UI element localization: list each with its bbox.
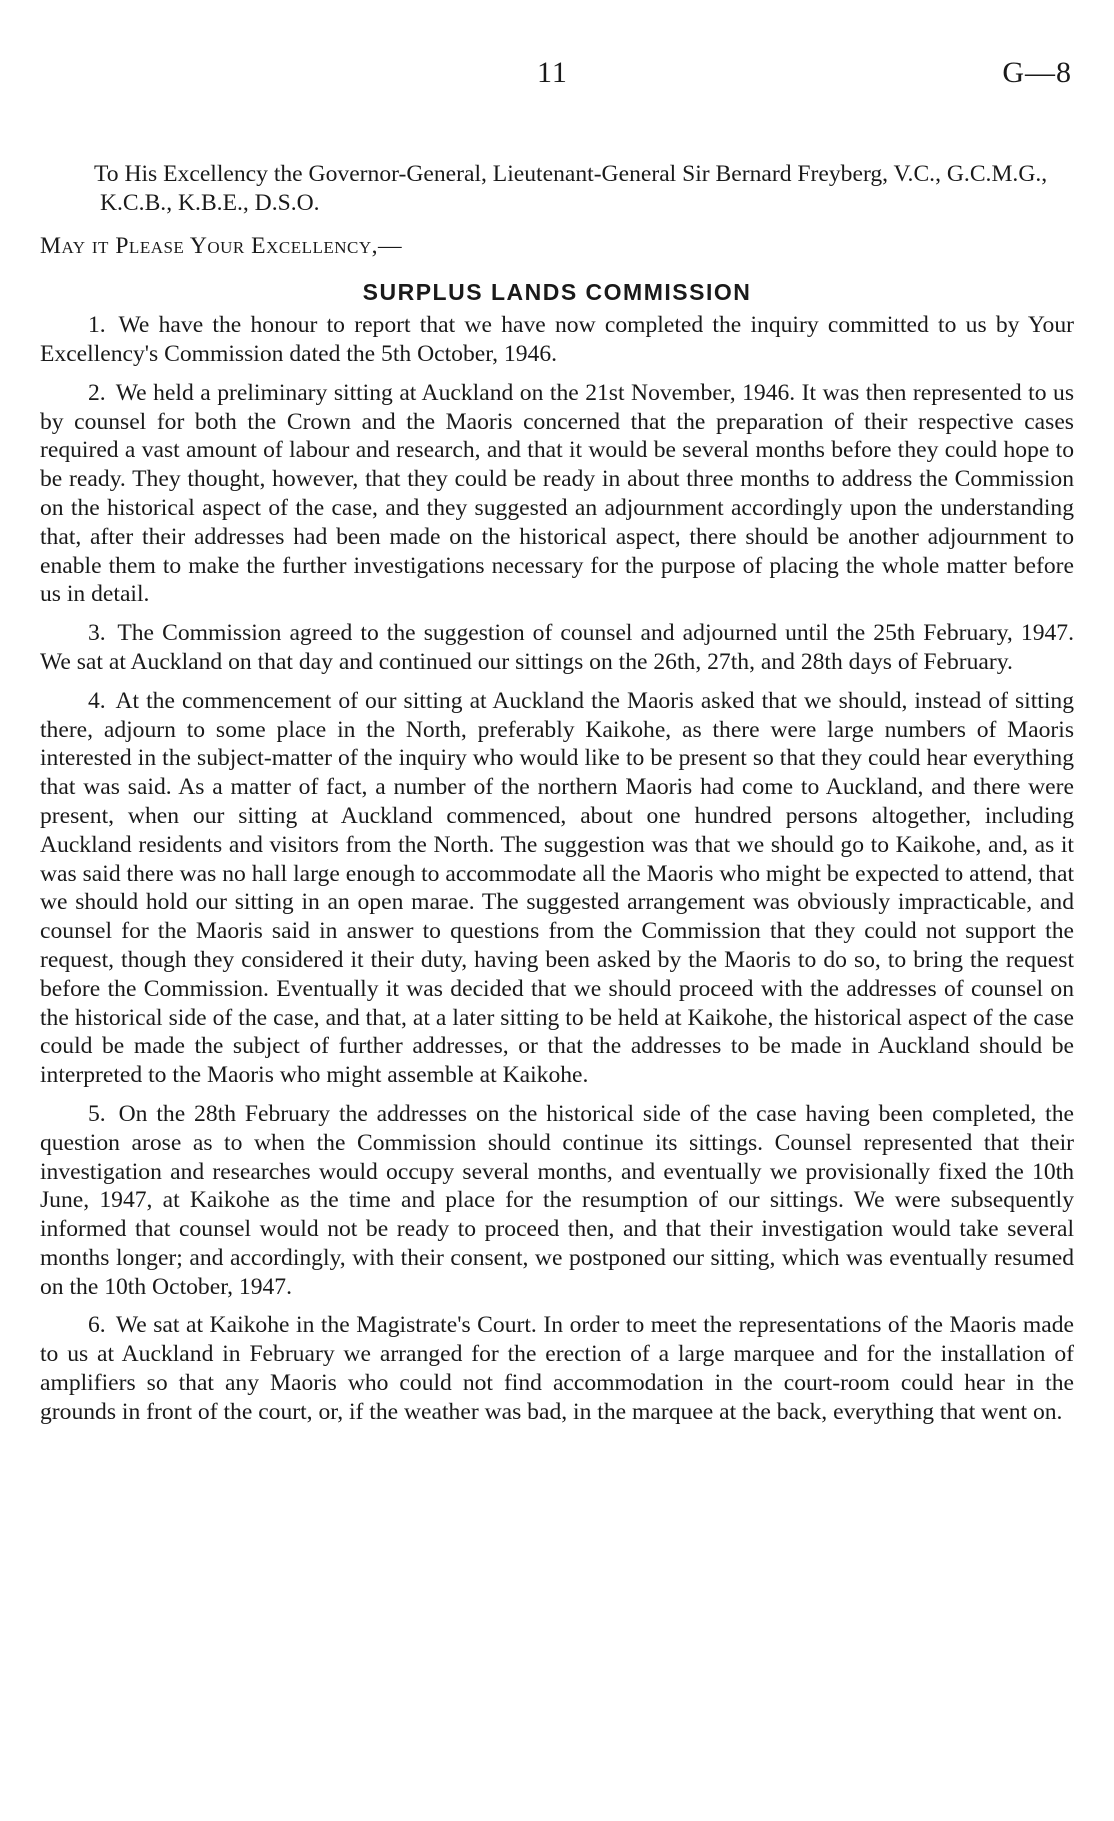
paragraph-number: 4.	[88, 687, 106, 714]
address-line: To His Excellency the Governor-General, Lieutenant-General Sir Bernard Freyberg, V.C., G.C.M.G., K.C.B., K.B.E., D.S.O.	[94, 161, 1048, 216]
document-body	[40, 160, 1074, 1437]
paragraph-number: 6.	[88, 1312, 106, 1339]
paragraph-6	[40, 1311, 1074, 1426]
paragraph-1	[40, 311, 1074, 369]
paragraph-text: On the 28th February the addresses on the historical side of the case having been completed, the question arose as to when the Commission should continue its sittings. Counsel represented that their investigation and researches would occupy several months, and eventually we provisionally fixed the 10th June, 1947, at Kaikohe as the time and place for the resumption of our sittings. We were subsequently informed that counsel would not be ready to proceed then, and that their investigation would take several months longer; and accordingly, with their consent, we postponed our sitting, which was eventually resumed on the 10th October, 1947.	[40, 1100, 1074, 1300]
paragraph-2	[40, 379, 1074, 609]
paragraph-number: 3.	[88, 620, 106, 647]
paragraph-text: We sat at Kaikohe in the Magistrate's Court. In order to meet the representations of the Maoris made to us at Auckland in February we arranged for the erection of a large marquee and for the installation of amplifiers so that any Maoris who could not find accommodation in the court-room could hear in the grounds in front of the court, or, if the weather was bad, in the marquee at the back, everything that went on.	[40, 1312, 1074, 1425]
paragraph-text: At the commencement of our sitting at Auckland the Maoris asked that we should, instead of sitting there, adjourn to some place in the North, preferably Kaikohe, as there were large numbers of Maoris interested in the subject-matter of the inquiry who would like to be present so that they could hear everything that was said. As a matter of fact, a number of the northern Maoris had come to Auckland, and there were present, when our sitting at Auckland commenced, about one hundred persons altogether, including Auckland residents and visitors from the North. The suggestion was that we should go to Kaikohe, and, as it was said there was no hall large enough to accommodate all the Maoris who might be expected to attend, that we should hold our sitting in an open marae. The suggested arrangement was obviously impracticable, and counsel for the Maoris said in answer to questions from the Commission that they could not support the request, though they considered it their duty, having been asked by the Maoris to do so, to bring the request before the Commission. Eventually it was decided that we should proceed with the addresses of counsel on the historical side of the case, and that, at a later sitting to be held at Kaikohe, the historical aspect of the case could be made the subject of further addresses, or that the addresses to be made in Auckland should be interpreted to the Maoris who might assemble at Kaikohe.	[40, 687, 1074, 1089]
paragraph-number: 2.	[88, 379, 106, 406]
paragraph-4	[40, 687, 1074, 1090]
page-number: 11	[537, 56, 568, 89]
section-heading: SURPLUS LANDS COMMISSION	[362, 279, 752, 306]
paragraph-text: We held a preliminary sitting at Auckland on the 21st November, 1946. It was then represented to us by counsel for both the Crown and the Maoris concerned that the preparation of their respective cases required a vast amount of labour and research, and that it would be several months before they could hope to be ready. They thought, however, that they could be ready in about three months to address the Commission on the historical aspect of the case, and they suggested an adjournment accordingly upon the understanding that, after their addresses had been made on the historical aspect, there should be another adjournment to enable them to make the further investigations necessary for the purpose of placing the whole matter before us in detail.	[40, 379, 1074, 608]
salutation: May it Please Your Excellency,—	[40, 232, 403, 259]
paragraph-3	[40, 619, 1074, 677]
paragraph-text: We have the honour to report that we have now completed the inquiry committed to us by Your Excellency's Commission dated the 5th October, 1946.	[40, 312, 1074, 367]
document-reference: G—8	[1002, 56, 1072, 89]
paragraph-5	[40, 1100, 1074, 1302]
paragraph-number: 1.	[88, 312, 106, 339]
paragraph-number: 5.	[88, 1100, 106, 1127]
paragraph-text: The Commission agreed to the suggestion of counsel and adjourned until the 25th February, 1947. We sat at Auckland on that day and continued our sittings on the 26th, 27th, and 28th days of February.	[40, 620, 1074, 675]
